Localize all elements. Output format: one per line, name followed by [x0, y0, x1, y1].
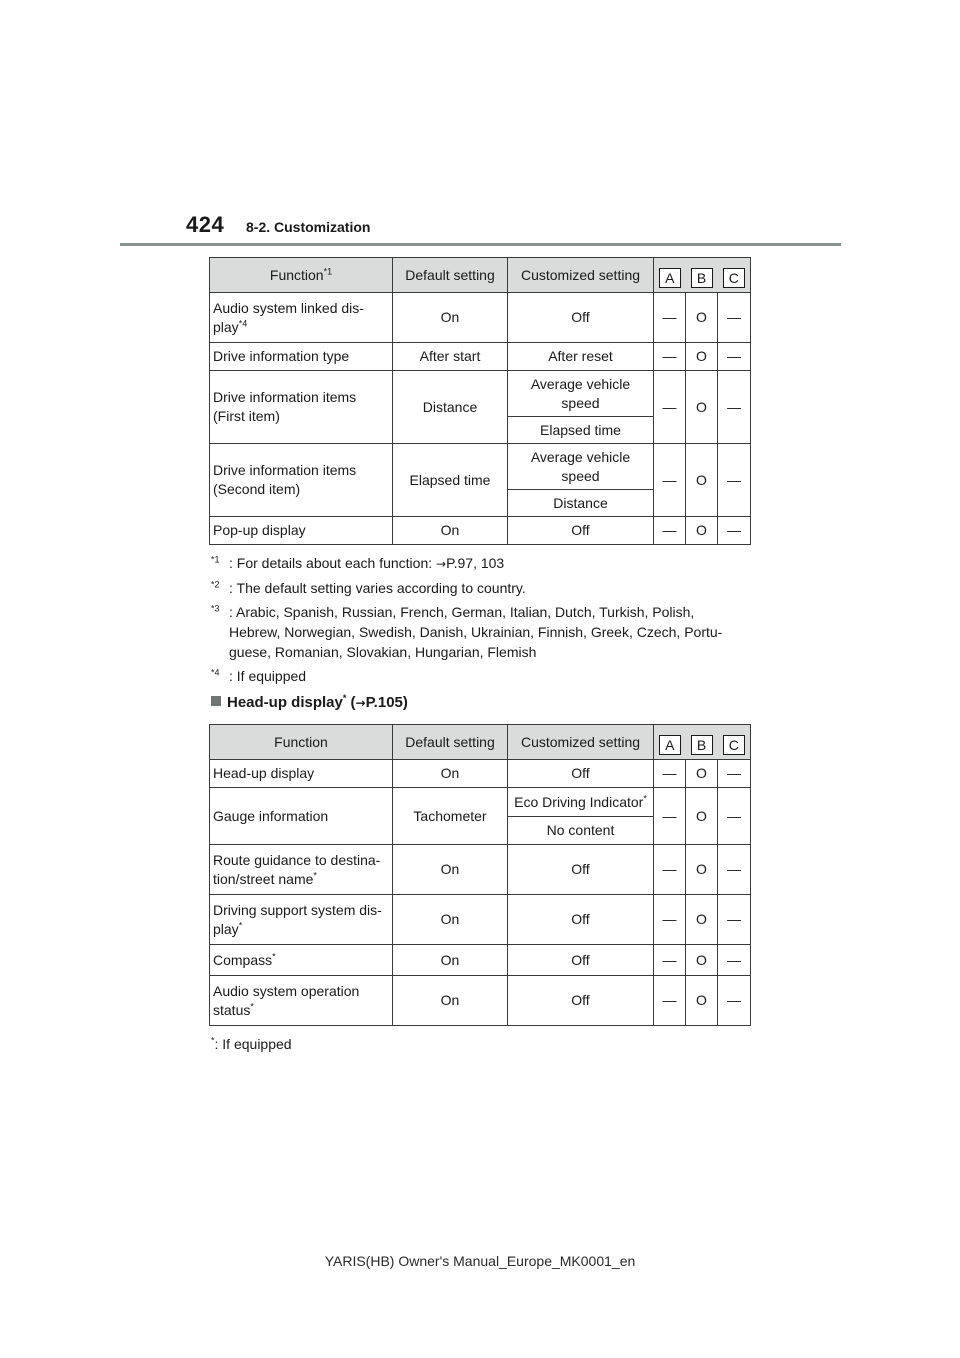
footnotes [211, 553, 771, 690]
customized-setting-header: Customized setting [508, 258, 654, 293]
function-cell: Route guidance to destina- tion/street name* [210, 845, 393, 895]
col-b-cell: O [686, 760, 718, 788]
col-a-cell: — [654, 343, 686, 371]
function-cell: Pop-up display [210, 517, 393, 545]
col-a-cell: — [654, 976, 686, 1026]
col-a-cell: — [654, 293, 686, 343]
default-cell: On [393, 976, 508, 1026]
default-cell: On [393, 945, 508, 976]
custom-cell: Average vehicle speed [508, 371, 654, 417]
badge-a: A [659, 735, 681, 755]
badge-b: B [691, 735, 713, 755]
default-cell: On [393, 845, 508, 895]
default-cell: On [393, 895, 508, 945]
col-a-cell: — [654, 371, 686, 444]
col-c-cell: — [718, 444, 751, 517]
col-a-cell: — [654, 895, 686, 945]
custom-cell: Elapsed time [508, 417, 654, 444]
function-header: Function$^{*1}$ [210, 258, 393, 293]
table-row [210, 293, 751, 343]
function-cell: Driving support system dis- play* [210, 895, 393, 945]
bullet-square-icon [211, 696, 221, 706]
col-c-cell: — [718, 293, 751, 343]
table-row [210, 788, 751, 817]
badge-a-cell [654, 258, 686, 293]
default-cell: Distance [393, 371, 508, 444]
footnote: $^{*4}$ : If equipped [211, 667, 307, 684]
table-row [210, 895, 751, 945]
default-cell: Elapsed time [393, 444, 508, 517]
table-row [210, 845, 751, 895]
badge-a-cell [654, 725, 686, 760]
function-cell: Drive information type [210, 343, 393, 371]
function-cell: Drive information items (First item) [210, 371, 393, 444]
custom-cell: Average vehicle speed [508, 444, 654, 490]
default-setting-header: Default setting [393, 258, 508, 293]
badge-c: C [723, 268, 745, 288]
function-header: Function [210, 725, 393, 760]
table-row [210, 444, 751, 490]
custom-cell: No content [508, 817, 654, 845]
col-b-cell: O [686, 371, 718, 444]
default-cell: On [393, 760, 508, 788]
col-c-cell: — [718, 760, 751, 788]
col-b-cell: O [686, 945, 718, 976]
section-title: 8-2. Customization [246, 219, 371, 235]
page-number: 424 [186, 212, 225, 237]
custom-cell: Off [508, 976, 654, 1026]
function-cell: Head-up display [210, 760, 393, 788]
default-setting-header: Default setting [393, 725, 508, 760]
badge-b-cell [686, 725, 718, 760]
function-cell: Gauge information [210, 788, 393, 845]
function-cell: Audio system operation status* [210, 976, 393, 1026]
header-rule [120, 243, 841, 246]
col-a-cell: — [654, 517, 686, 545]
custom-cell: Off [508, 895, 654, 945]
col-a-cell: — [654, 845, 686, 895]
page-footer: YARIS(HB) Owner's Manual_Europe_MK0001_en [324, 1253, 636, 1269]
col-c-cell: — [718, 788, 751, 845]
col-a-cell: — [654, 945, 686, 976]
col-b-cell: O [686, 517, 718, 545]
badge-c: C [723, 735, 745, 755]
custom-cell: Off [508, 945, 654, 976]
col-c-cell: — [718, 517, 751, 545]
col-c-cell: — [718, 895, 751, 945]
col-b-cell: O [686, 845, 718, 895]
custom-cell: Off [508, 517, 654, 545]
badge-c-cell [718, 258, 751, 293]
table-row [210, 976, 751, 1026]
default-cell: On [393, 517, 508, 545]
function-cell: Audio system linked dis- play$^{*4}$ [210, 293, 393, 343]
table-2-footnote: *: If equipped [211, 1035, 292, 1052]
col-a-cell: — [654, 760, 686, 788]
col-b-cell: O [686, 343, 718, 371]
badge-b-cell [686, 258, 718, 293]
col-b-cell: O [686, 444, 718, 517]
table-header-row [210, 725, 751, 760]
col-c-cell: — [718, 343, 751, 371]
col-b-cell: O [686, 293, 718, 343]
custom-cell: Distance [508, 490, 654, 517]
table-row [210, 343, 751, 371]
footnote: $^{*1}$ : For details about each function: →P.97, 103 [211, 554, 505, 571]
customized-setting-header: Customized setting [508, 725, 654, 760]
footnote: $^{*2}$ : The default setting varies according to country. [211, 579, 526, 596]
custom-cell: Eco Driving Indicator* [508, 788, 654, 817]
col-b-cell: O [686, 788, 718, 845]
col-a-cell: — [654, 788, 686, 845]
col-a-cell: — [654, 444, 686, 517]
badge-c-cell [718, 725, 751, 760]
custom-cell: Off [508, 760, 654, 788]
col-b-cell: O [686, 895, 718, 945]
table-row [210, 517, 751, 545]
footnote: $^{*3}$ : Arabic, Spanish, Russian, French, German, Italian, Dutch, Turkish, Polish, Hebrew, Norwegian, Swedish, Danish, Ukrainian, Finnish, Greek, Czech, Portu-guese, Romanian, Slovakian, Hungarian, Flemish [211, 603, 723, 660]
section-subheading: Head-up display* (→P.105) [211, 694, 408, 711]
col-c-cell: — [718, 845, 751, 895]
function-cell: Compass* [210, 945, 393, 976]
default-cell: After start [393, 343, 508, 371]
col-c-cell: — [718, 976, 751, 1026]
badge-a: A [659, 268, 681, 288]
col-b-cell: O [686, 976, 718, 1026]
custom-cell: Off [508, 293, 654, 343]
custom-cell: After reset [508, 343, 654, 371]
col-c-cell: — [718, 945, 751, 976]
badge-b: B [691, 268, 713, 288]
default-cell: On [393, 293, 508, 343]
table-row [210, 945, 751, 976]
default-cell: Tachometer [393, 788, 508, 845]
table-row [210, 371, 751, 417]
table-row [210, 760, 751, 788]
settings-table-2 [209, 724, 751, 1026]
table-header-row [210, 258, 751, 293]
col-c-cell: — [718, 371, 751, 444]
settings-table-1 [209, 257, 751, 545]
function-cell: Drive information items (Second item) [210, 444, 393, 517]
custom-cell: Off [508, 845, 654, 895]
